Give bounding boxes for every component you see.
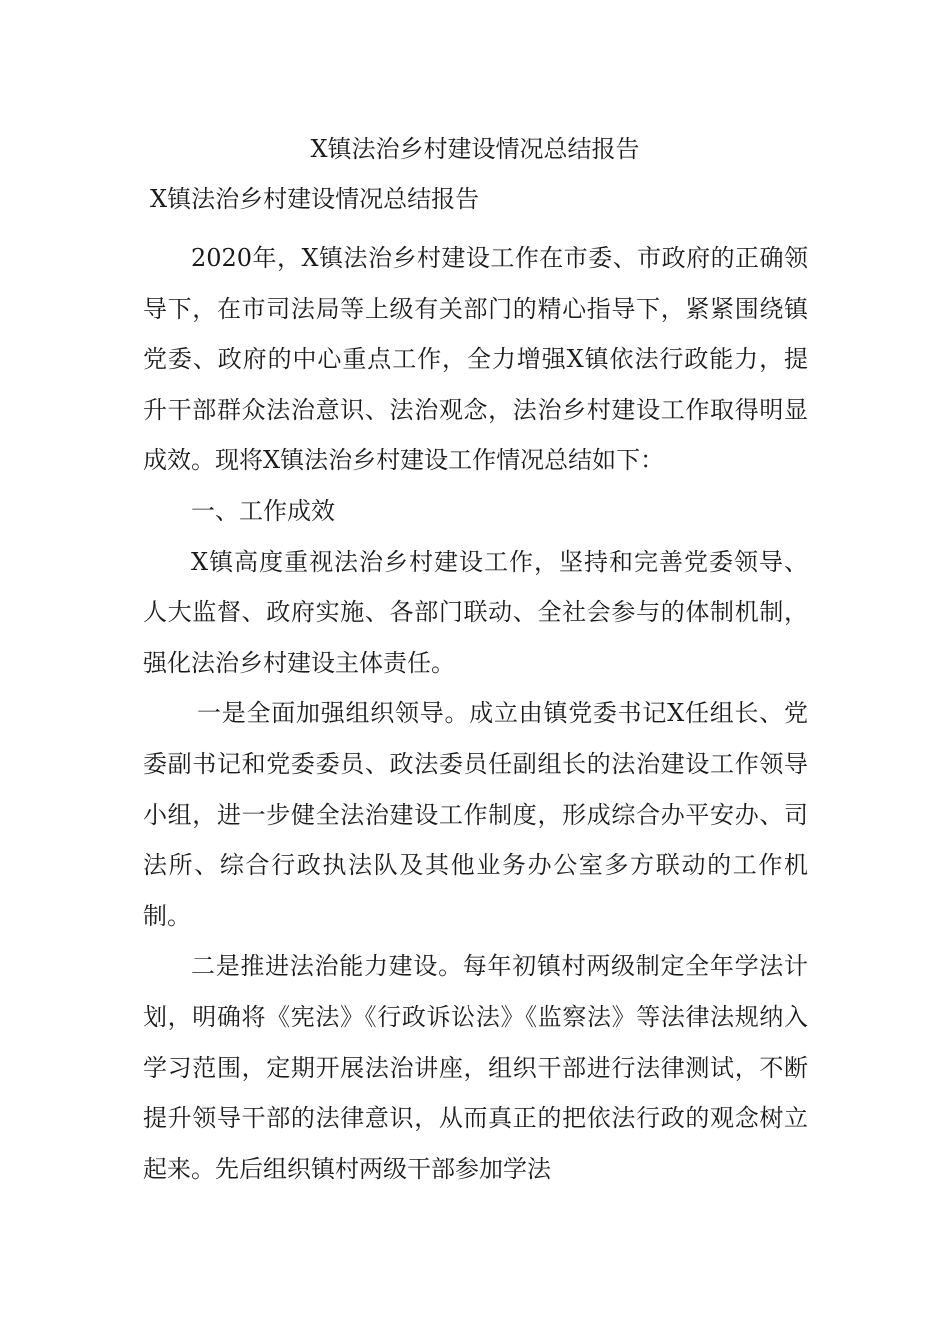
paragraph-capacity: 二是推进法治能力建设。每年初镇村两级制定全年学法计划，明确将《宪法》《行政诉讼法》《监察法》等法律法规纳入学习范围，定期开展法治讲座，组织干部进行法律测试，不断提升领导干部的法律意识，从而真正的把依法行政的观念树立起来。先后组织镇村两级干部参加学法 [143,952,808,1183]
paragraph-organization: 一是全面加强组织领导。成立由镇党委书记X任组长、党委副书记和党委委员、政法委员任副组长的法治建设工作领导小组，进一步健全法治建设工作制度，形成综合办平安办、司法所、综合行政执法队及其他业务办公室多方联动的工作机制。 [143,699,808,930]
document-subtitle: X镇法治乡村建设情况总结报告 [150,185,480,213]
document-title: X镇法治乡村建设情况总结报告 [310,135,640,163]
document-body [143,233,808,1194]
section-heading: 一、工作成效 [191,496,335,525]
paragraph-intro: 2020年，X镇法治乡村建设工作在市委、市政府的正确领导下，在市司法局等上级有关部门的精心指导下，紧紧围绕镇党委、政府的中心重点工作，全力增强X镇依法行政能力，提升干部群众法治意识、法治观念，法治乡村建设工作取得明显成效。现将X镇法治乡村建设工作情况总结如下： [143,244,808,475]
paragraph-overview: X镇高度重视法治乡村建设工作，坚持和完善党委领导、人大监督、政府实施、各部门联动、全社会参与的体制机制，强化法治乡村建设主体责任。 [143,547,808,677]
